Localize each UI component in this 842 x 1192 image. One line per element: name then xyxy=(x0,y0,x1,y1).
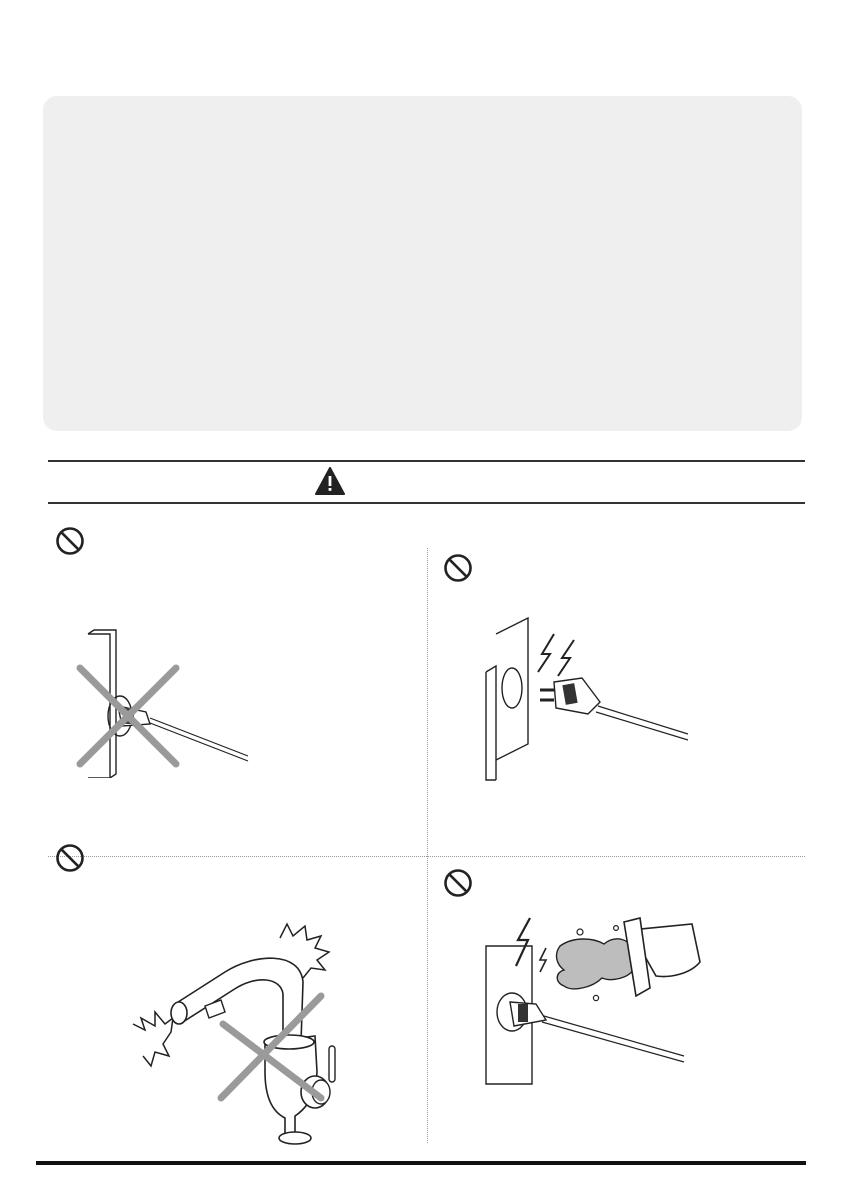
row-divider xyxy=(48,856,805,857)
prohibited-icon xyxy=(55,526,85,556)
warning-header-bar xyxy=(48,460,805,504)
warning-triangle-icon xyxy=(315,467,345,495)
prohibited-icon xyxy=(55,843,85,873)
footer-rule xyxy=(36,1161,806,1165)
prohibited-icon xyxy=(443,868,473,898)
faucet-illustration xyxy=(125,922,355,1147)
water-socket-illustration xyxy=(484,916,709,1086)
spark-plug-illustration xyxy=(478,604,698,784)
unplug-illustration xyxy=(70,628,260,778)
column-divider xyxy=(427,548,428,1143)
prohibited-icon xyxy=(443,553,473,583)
info-box xyxy=(43,96,802,431)
